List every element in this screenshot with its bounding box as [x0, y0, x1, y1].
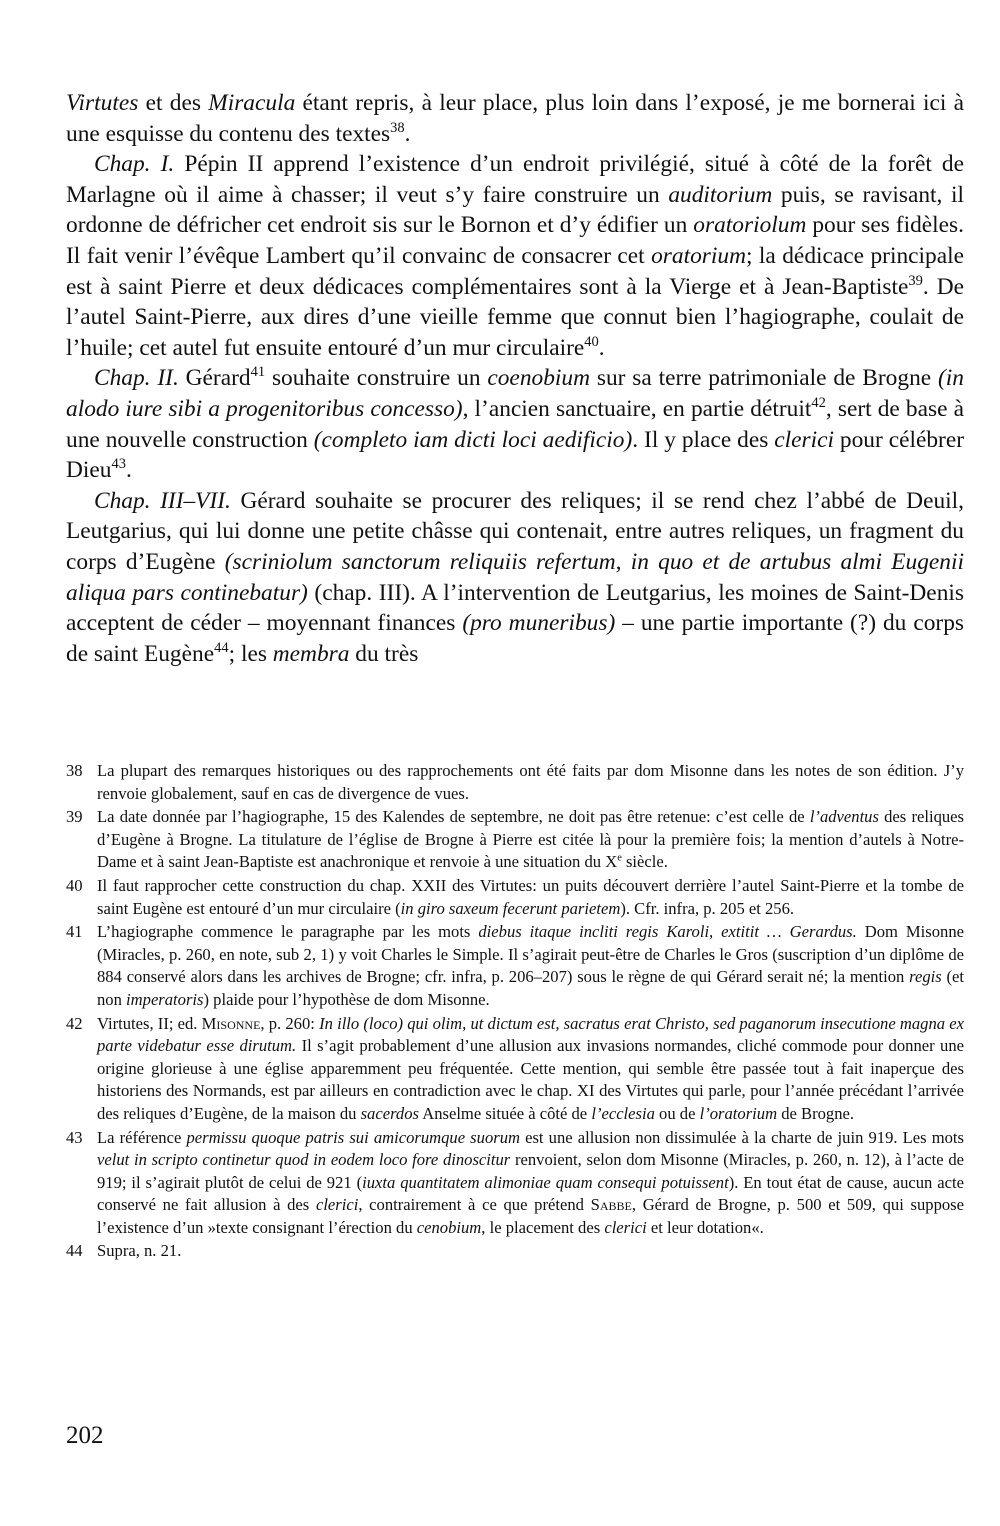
footnote-number: 38 — [66, 761, 83, 780]
footnote-38 — [66, 760, 964, 805]
footnote-text: Virtutes, II; ed. Misonne, p. 260: In illo (loco) qui olim, ut dictum est, sacratus erat Christo, sed paganorum insecutione magna ex parte videbatur esse dirutum. Il s’agit probablement d’une allusion aux invasions normandes, cliché commode pour donner une origine glorieuse à une église apparemment peu fréquentée. Cette mention, qui semble être passée tout à fait inaperçue des historiens des Normands, est par ailleurs en contradiction avec le chap. XI des Virtutes qui parle, pour l’année précédant l’arrivée des reliques d’Eugène, de la maison du sacerdos Anselme située à côté de l’ecclesia ou de l’oratorium de Brogne. — [97, 1013, 964, 1123]
footnote-text: La date donnée par l’hagiographe, 15 des Kalendes de septembre, ne doit pas être retenue: c’est celle de l’adventus des reliques d’Eugène à Brogne. La titulature de l’église de Brogne à Pierre est citée là pour la première fois; la mention d’autels à Notre-Dame et à saint Jean-Baptiste est anachronique et renvoie à une situation du Xe siècle. — [97, 807, 964, 872]
paragraph-chap-1: Chap. I. Pépin II apprend l’existence d’un endroit privilégié, situé à côté de la forêt de Marlagne où il aime à chasser; il veut s’y faire construire un auditorium puis, se ravisant, il ordonne de défricher cet endroit sis sur le Bornon et d’y édifier un oratoriolum pour ses fidèles. Il fait venir l’évêque Lambert qu’il convainc de consacrer cet oratorium; la dédicace principale est à saint Pierre et deux dédicaces complémentaires sont à la Vierge et à Jean-Baptiste$^{39}$. De l’autel Saint-Pierre, aux dires d’une vieille femme que connut bien l’hagiographe, coulait de l’huile; cet autel fut ensuite entouré d’un mur circulaire$^{40}$. — [66, 151, 964, 361]
footnote-text: La plupart des remarques historiques ou des rapprochements ont été faits par dom Misonne dans les notes de son édition. J’y renvoie globalement, sauf en cas de divergence de vues. — [97, 761, 964, 803]
footnote-43 — [66, 1127, 964, 1240]
footnote-39 — [66, 806, 964, 874]
footnote-number: 43 — [66, 1127, 83, 1147]
footnote-number: 44 — [66, 1241, 83, 1261]
footnote-42 — [66, 1013, 964, 1126]
footnote-ref-43: 43 — [111, 456, 126, 473]
paragraph-chap-2: Chap. II. Gérard$^{41}$ souhaite construire un coenobium sur sa terre patrimoniale de Brogne (in alodo iure sibi a progenitoribus concesso), l’ancien sanctuaire, en partie détruit$^{42}$, sert de base à une nouvelle construction (completo iam dicti loci aedificio). Il y place des clerici pour célébrer Dieu$^{43}$. — [66, 364, 964, 484]
footnote-41 — [66, 921, 964, 1011]
footnote-ref-41: 41 — [250, 364, 266, 381]
chapter-label: Chap. II. — [94, 365, 179, 392]
paragraph-chap-3-7: Chap. III–VII. Gérard souhaite se procurer des reliques; il se rend chez l’abbé de Deuil, Leutgarius, qui lui donne une petite châsse qui contenait, entre autres reliques, un fragment du corps d’Eugène (scriniolum sanctorum reliquiis refertum, in quo et de artubus almi Eugenii aliqua pars continebatur) (chap. III). A l’intervention de Leutgarius, les moines de Saint-Denis acceptent de céder – moyennant finances (pro muneribus) – une partie importante (?) du corps de saint Eugène$^{44}$; les membra du très — [66, 487, 964, 667]
footnote-text: Supra, n. 21. — [97, 1241, 182, 1261]
paragraph-intro: Virtutes et des Miracula étant repris, à leur place, plus loin dans l’exposé, je me bornerai ici à une esquisse du contenu des textes$^{38}$. — [66, 90, 964, 147]
footnote-text: Il faut rapprocher cette construction du chap. XXII des Virtutes: un puits découvert derrière l’autel Saint-Pierre et la tombe de saint Eugène est entouré d’un mur circulaire (in giro saxeum fecerunt parietem). Cfr. infra, p. 205 et 256. — [97, 875, 964, 918]
chapter-label: Chap. III–VII. — [94, 487, 231, 514]
footnote-text: L’hagiographe commence le paragraphe par les mots diebus itaque incliti regis Karoli, extitit … Gerardus. Dom Misonne (Miracles, p. 260, en note, sub 2, 1) y voit Charles le Simple. Il s’agirait peut-être de Charles le Gros (suscription d’un diplôme de 884 conservé alors dans les archives de Brogne; cfr. infra, p. 206–207) sous le règne de qui Gérard serait né; la mention regis (et non imperatoris) plaide pour l’hypothèse de dom Misonne. — [97, 922, 964, 1009]
footnote-40 — [66, 875, 964, 920]
footnote-ref-39: 39 — [908, 272, 923, 289]
footnote-text: La référence permissu quoque patris sui amicorumque suorum est une allusion non dissimulée à la charte de juin 919. Les mots velut in scripto continetur quod in eodem loco fore dinoscitur renvoient, selon dom Misonne (Miracles, p. 260, n. 12), à l’acte de 919; il s’agirait plutôt de celui de 921 (iuxta quantitatem alimoniae quam consequi potuissent). En tout état de cause, aucun acte conservé ne fait allusion à des clerici, contrairement à ce que prétend Sabbe, Gérard de Brogne, p. 500 et 509, qui suppose l’existence d’un »texte consignant l’érection du cenobium, le placement des clerici et leur dotation«. — [97, 1127, 965, 1237]
footnote-44 — [66, 1240, 964, 1263]
footnote-number: 40 — [66, 875, 83, 895]
footnote-ref-42: 42 — [811, 395, 826, 412]
chapter-label: Chap. I. — [94, 151, 175, 178]
footnote-ref-40: 40 — [584, 333, 599, 350]
footnote-ref-44: 44 — [214, 639, 229, 656]
footnotes — [66, 760, 964, 1264]
footnote-number: 39 — [66, 807, 83, 827]
footnote-ref-38: 38 — [390, 119, 405, 136]
main-text — [66, 88, 964, 669]
footnote-number: 42 — [66, 1013, 83, 1033]
page-number: 202 — [66, 1422, 104, 1449]
footnote-number: 41 — [66, 922, 83, 942]
